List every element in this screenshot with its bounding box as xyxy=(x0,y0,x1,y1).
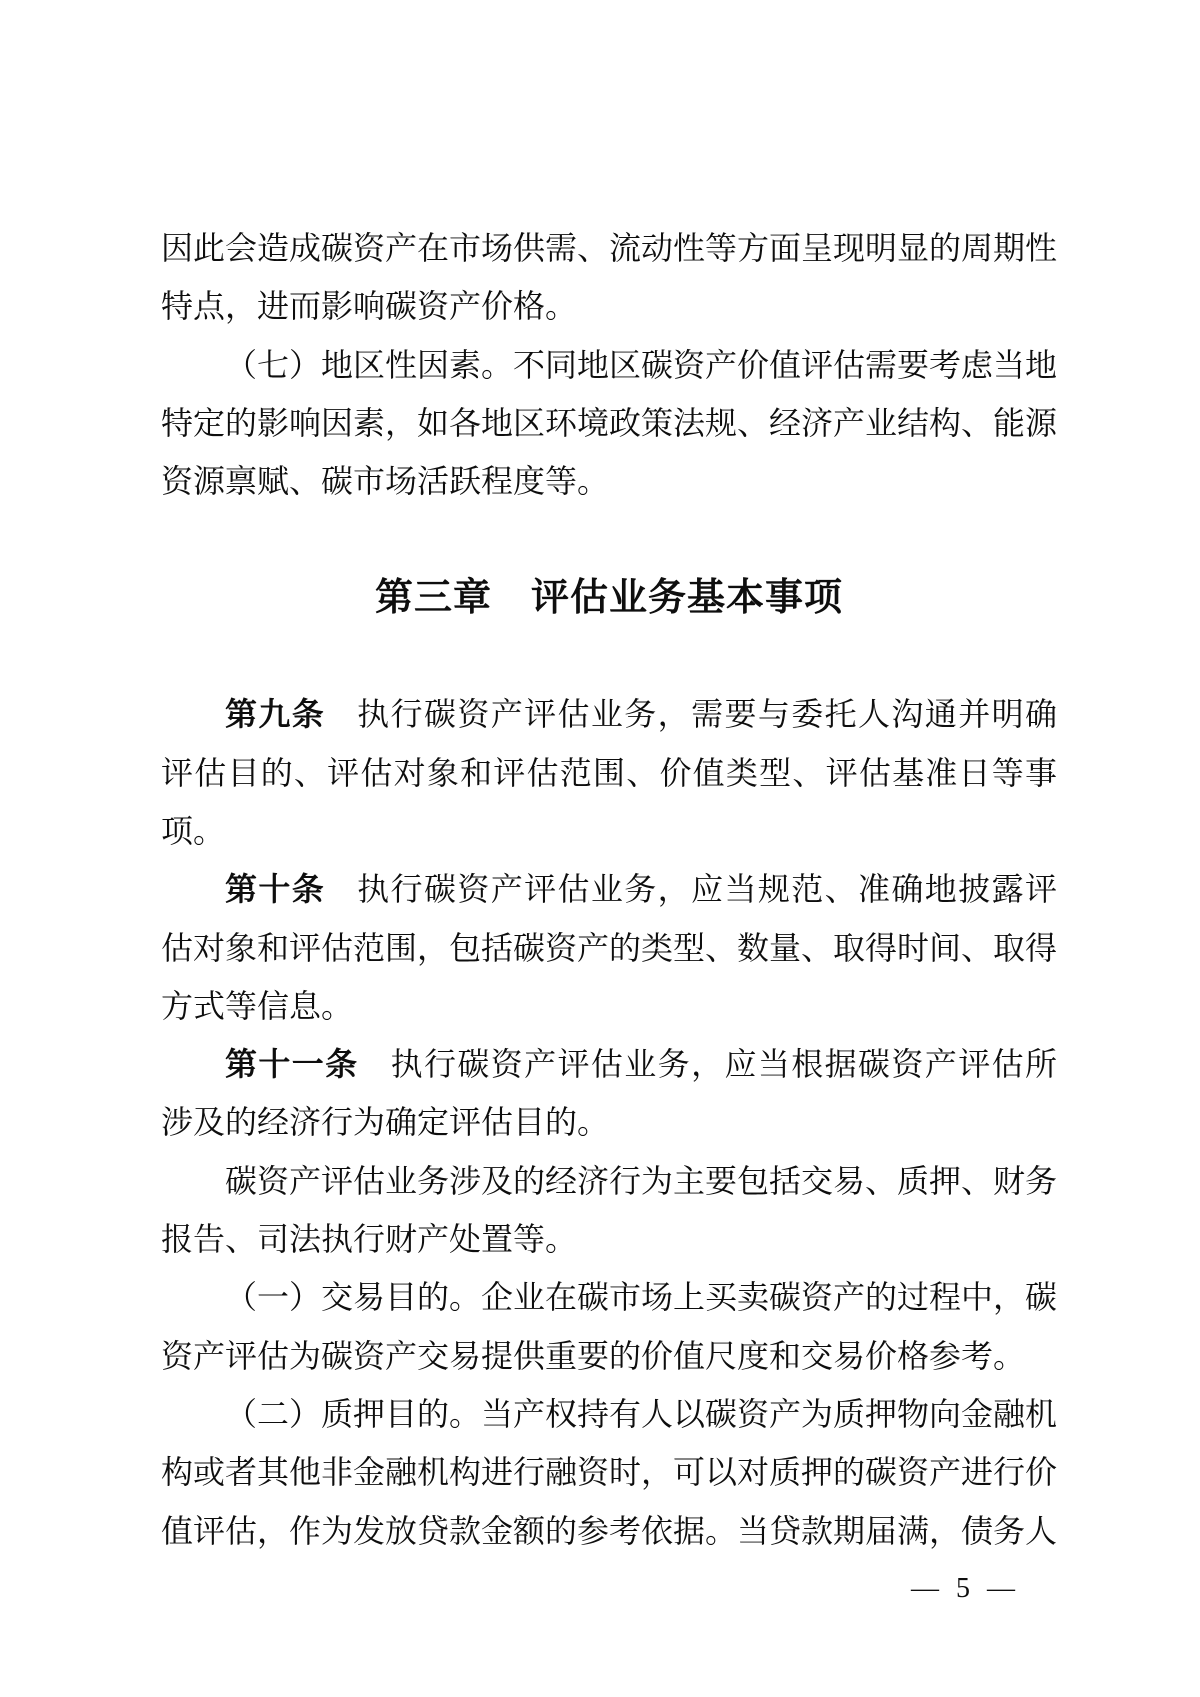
article-9-text: 执行碳资产评估业务，需要与委托人沟通并明确评估目的、评估对象和评估范围、价值类型、评估基准日等事项。 xyxy=(161,696,1057,849)
paragraph-purpose-1-trading: （一）交易目的。企业在碳市场上买卖碳资产的过程中，碳资产评估为碳资产交易提供重要的价值尺度和交易价格参考。 xyxy=(161,1279,1058,1374)
paragraph-factor-7: （七）地区性因素。不同地区碳资产价值评估需要考虑当地特定的影响因素，如各地区环境政策法规、经济产业结构、能源资源禀赋、碳市场活跃程度等。 xyxy=(161,346,1058,500)
paragraph-continuation: 因此会造成碳资产在市场供需、流动性等方面呈现明显的周期性特点，进而影响碳资产价格。 xyxy=(161,230,1058,325)
article-9-number: 第九条 xyxy=(225,696,326,733)
article-9 xyxy=(161,685,1057,860)
article-10-text: 执行碳资产评估业务，应当规范、准确地披露评估对象和评估范围，包括碳资产的类型、数量、取得时间、取得方式等信息。 xyxy=(161,871,1058,1024)
page-number: — 5 — xyxy=(911,1572,1020,1604)
paragraph-purpose-2-pledge: （二）质押目的。当产权持有人以碳资产为质押物向金融机构或者其他非金融机构进行融资时，可以对质押的碳资产进行价值评估，作为发放贷款金额的参考依据。当贷款期届满，债务人 xyxy=(161,1395,1058,1549)
article-10 xyxy=(161,860,1057,1035)
article-11 xyxy=(161,1035,1057,1152)
article-11-text: 执行碳资产评估业务，应当根据碳资产评估所涉及的经济行为确定评估目的。 xyxy=(161,1046,1057,1141)
chapter-heading: 第三章 评估业务基本事项 xyxy=(374,576,843,619)
paragraph-economic-behaviors: 碳资产评估业务涉及的经济行为主要包括交易、质押、财务报告、司法执行财产处置等。 xyxy=(161,1162,1058,1258)
article-11-number: 第十一条 xyxy=(225,1046,359,1083)
article-10-number: 第十条 xyxy=(225,871,326,908)
